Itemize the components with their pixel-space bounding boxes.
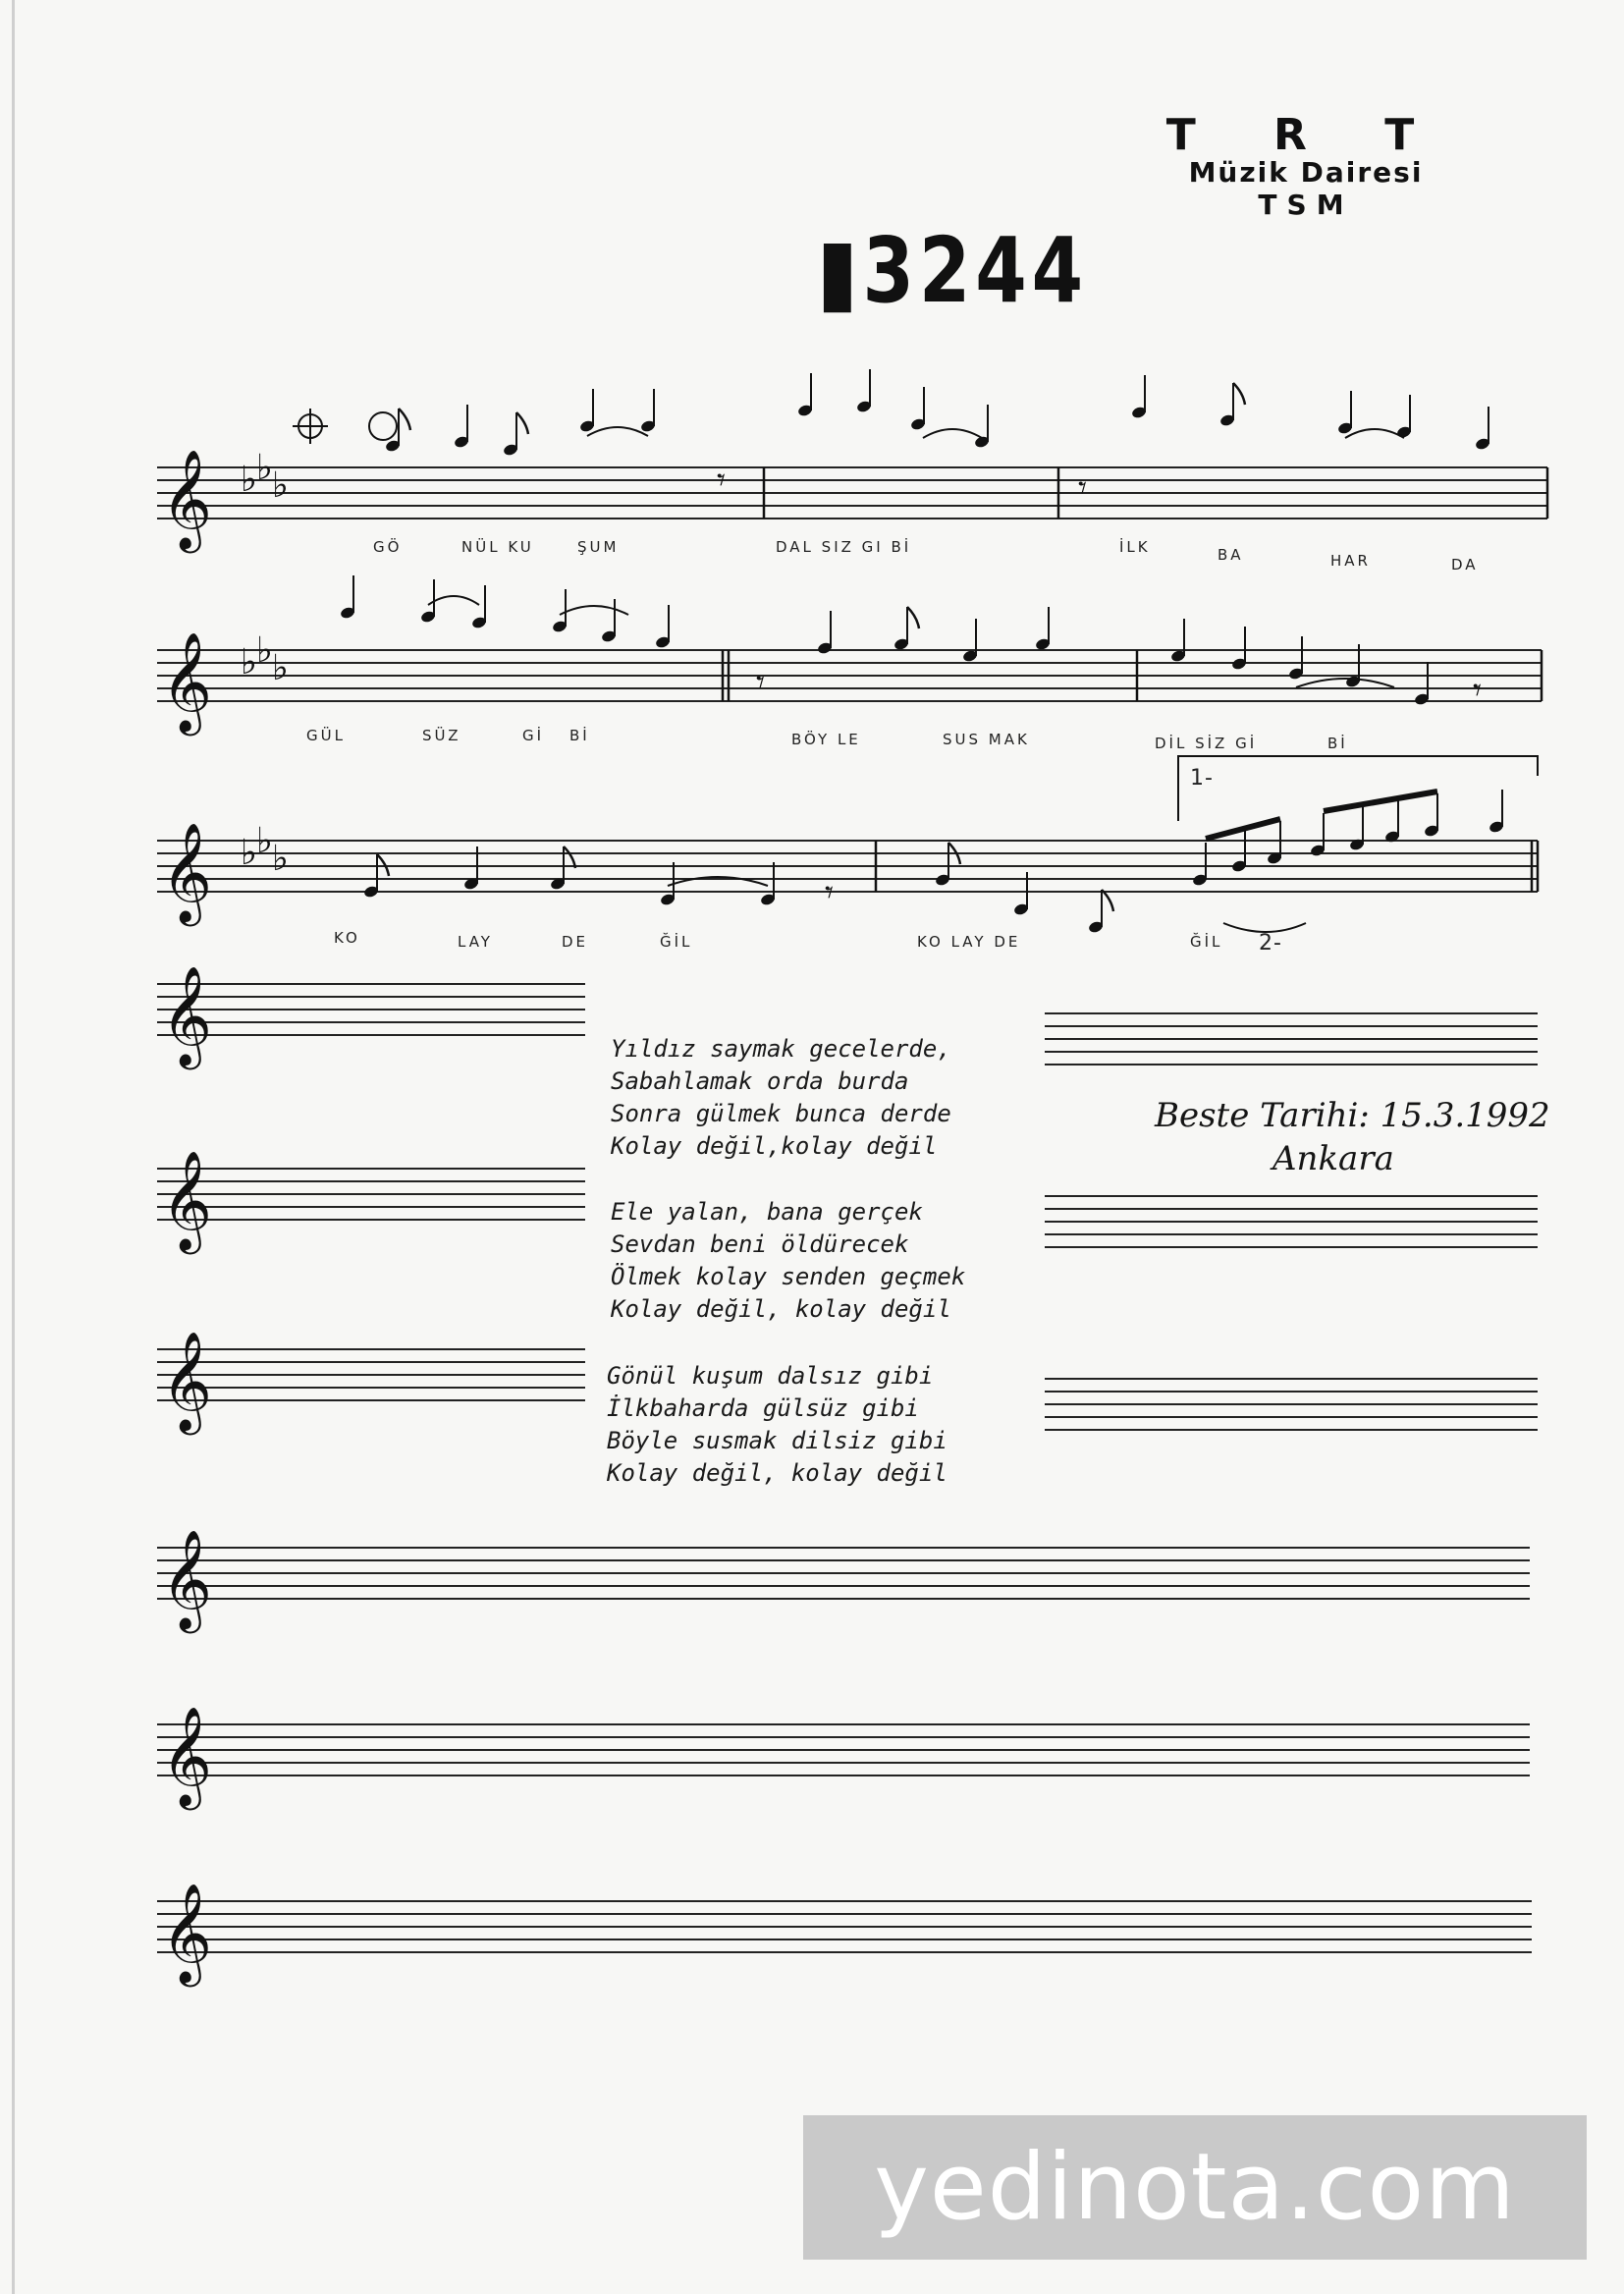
slur [923,429,982,438]
treble-clef: 𝄞 [161,448,213,549]
eighth-rest: 𝄾 [717,461,727,500]
lyric-line: Yıldız saymak gecelerde, [611,1035,951,1063]
lyric-line: Kolay değil, kolay değil [607,1459,947,1487]
flat-sign: ♭ [272,465,289,506]
syllable: BÖY LE [791,731,861,748]
syllable: GÜL [306,727,346,744]
syllable: DİL SİZ Gİ [1155,735,1258,752]
lyric-line: Sonra gülmek bunca derde [611,1100,951,1127]
lyric-line: Ölmek kolay senden geçmek [611,1263,966,1290]
lyric-line: Gönül kuşum dalsız gibi [607,1362,934,1390]
treble-clef: 𝄞 [161,1330,213,1431]
stamp-trt: T R T [1165,110,1446,160]
flat-sign: ♭ [256,821,273,861]
treble-clef: 𝄞 [161,1882,213,1983]
syllable: BA [1218,546,1244,564]
volta-first-label: 1- [1190,766,1214,791]
watermark-text: yedinota.com [874,2134,1516,2241]
lyric-line: Sabahlamak orda burda [611,1067,909,1095]
syllable: SÜZ [422,727,461,744]
lyric-line: Böyle susmak dilsiz gibi [607,1427,947,1454]
eighth-rest: 𝄾 [825,873,835,912]
treble-clef: 𝄞 [161,821,213,922]
archive-number-text: 3244 [862,218,1089,323]
archive-number: ▮3244 [817,218,1089,323]
lyric-line: Kolay değil,kolay değil [611,1132,938,1160]
lyric-line: Kolay değil, kolay değil [611,1295,951,1323]
flat-sign: ♭ [241,460,257,500]
syllable: DA [1451,556,1479,574]
flat-sign: ♭ [272,839,289,879]
composition-place: Ankara [1272,1139,1394,1178]
slur [1345,429,1404,438]
volta-bracket-first [1178,756,1538,821]
note-flag [1102,890,1113,911]
lyric-line: Sevdan beni öldürecek [611,1230,909,1258]
eighth-rest: 𝄾 [756,663,766,702]
lyric-line: İlkbaharda gülsüz gibi [607,1394,919,1422]
note-beam [1324,792,1437,811]
slur [560,606,628,615]
treble-clef: 𝄞 [161,1705,213,1806]
treble-clef: 𝄞 [161,630,213,732]
lyrics-stanza-2 [611,1196,965,1326]
note-flag [564,847,575,868]
composition-date: Beste Tarihi: 15.3.1992 [1155,1096,1550,1135]
slur [428,596,479,605]
syllable: GÖ [373,538,403,556]
syllable: Bİ [1327,735,1348,752]
syllable: LAY [458,933,493,951]
syllable: SUS MAK [943,731,1030,748]
note-flag [516,412,528,434]
treble-clef: 𝄞 [161,964,213,1065]
eighth-rest: 𝄾 [1078,468,1088,508]
syllable: HAR [1330,552,1371,570]
flat-sign: ♭ [241,642,257,683]
flat-sign: ♭ [256,448,273,488]
flat-sign: ♭ [272,648,289,688]
volta-second-label: 2- [1259,931,1282,956]
syllable: Bİ [569,727,590,744]
stamp-tsm: TSM [1258,189,1354,221]
stamp-department: Müzik Dairesi [1188,156,1424,189]
flat-sign: ♭ [256,630,273,671]
treble-clef: 𝄞 [161,1528,213,1629]
lyrics-stanza-3 [607,1360,947,1490]
note-beam [1206,819,1280,839]
note-flag [907,607,919,628]
syllable: KO [334,929,360,947]
eighth-rest: 𝄾 [1473,671,1483,710]
slur [1296,679,1394,687]
syllable: DE [562,933,589,951]
syllable: KO LAY DE [917,933,1021,951]
circled-two-mark [369,412,397,440]
syllable: Gİ [522,727,545,744]
lyric-line: Ele yalan, bana gerçek [611,1198,923,1226]
syllable: ĞİL [1190,933,1223,951]
syllable: ŞUM [577,538,620,556]
syllable: İLK [1119,538,1151,556]
syllable: ĞİL [660,933,693,951]
flat-sign: ♭ [241,833,257,873]
note-flag [399,409,410,430]
slur [587,427,648,436]
lyrics-stanza-1 [611,1033,951,1163]
note-flag [1233,383,1245,405]
treble-clef: 𝄞 [161,1149,213,1250]
watermark-banner [803,2115,1587,2260]
syllable: NÜL KU [461,538,534,556]
syllable: DAL SIZ GI Bİ [776,538,912,556]
